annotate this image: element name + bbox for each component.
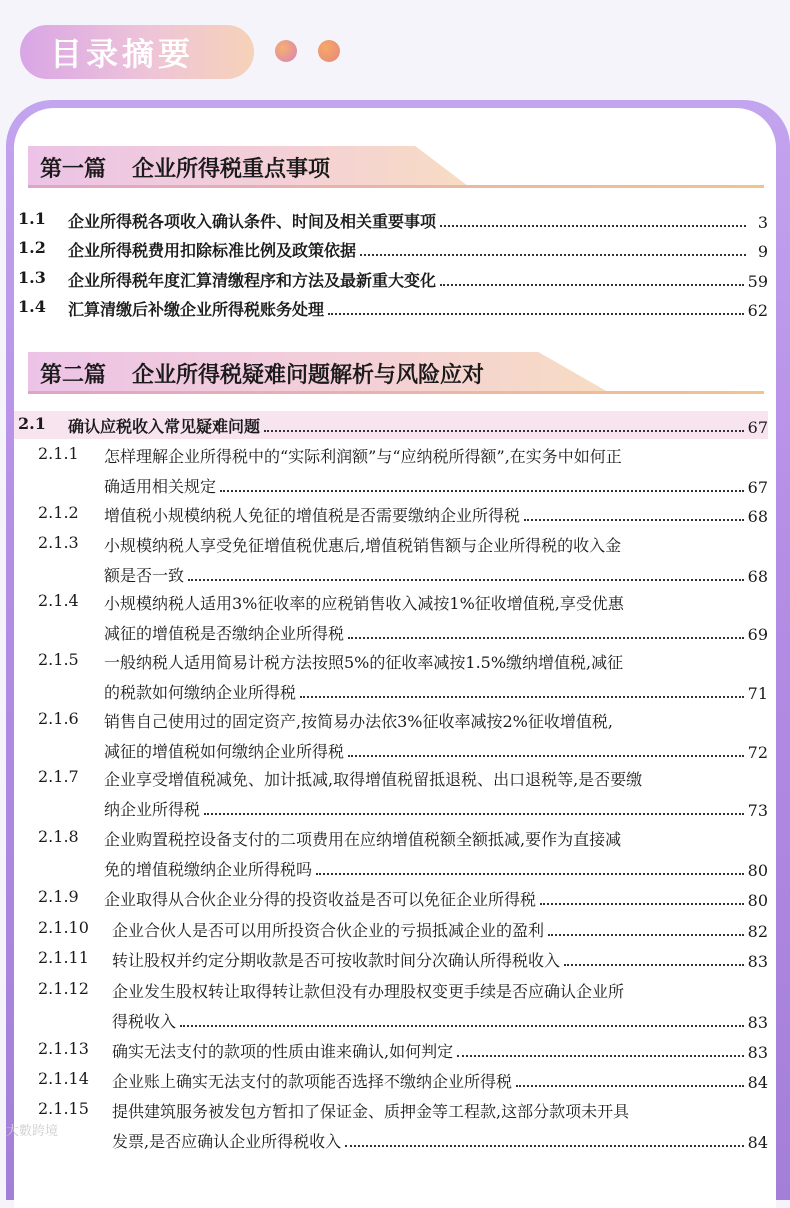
toc-entry-title: 确认应税收入常见疑难问题	[68, 417, 261, 436]
toc-entry-title: 企业所得税年度汇算清缴程序和方法及最新重大变化	[68, 271, 437, 290]
section-title: 企业所得税疑难问题解析与风险应对	[132, 362, 485, 388]
dot-leader	[360, 254, 746, 256]
toc-entry-page: 80	[747, 891, 768, 910]
toc-entry-number: 2.1.10	[38, 918, 89, 937]
toc-entry-number: 2.1	[18, 414, 46, 433]
toc-entry-page: 83	[747, 1013, 768, 1032]
toc-entry-page: 84	[747, 1073, 768, 1092]
dot-leader	[348, 755, 744, 757]
toc-entry-page: 67	[747, 418, 768, 437]
toc-entry-title: 企业所得税各项收入确认条件、时间及相关重要事项	[68, 212, 437, 231]
watermark: 大數跨境	[6, 1124, 59, 1139]
dot-leader	[440, 284, 744, 286]
toc-entry-title: 额是否一致	[104, 566, 185, 585]
dot-leader	[348, 637, 744, 639]
dot-leader	[316, 873, 744, 875]
toc-entry-page: 83	[747, 952, 768, 971]
toc-entry-page: 73	[747, 801, 768, 820]
toc-entry-number: 2.1.2	[38, 503, 79, 522]
toc-entry-title: 一般纳税人适用简易计税方法按照5%的征收率减按1.5%缴纳增值税,减征	[104, 653, 624, 672]
toc-entry-page: 9	[757, 242, 768, 261]
dot-leader	[540, 903, 744, 905]
toc-entry-title: 减征的增值税是否缴纳企业所得税	[104, 624, 345, 643]
dot-leader	[204, 813, 744, 815]
dot-leader	[516, 1085, 744, 1087]
toc-entry-number: 2.1.9	[38, 887, 79, 906]
toc-entry-title: 企业发生股权转让取得转让款但没有办理股权变更手续是否应确认企业所	[112, 982, 625, 1001]
toc-entry-title: 小规模纳税人适用3%征收率的应税销售收入减按1%征收增值税,享受优惠	[104, 594, 624, 613]
toc-entry-page: 68	[747, 567, 768, 586]
toc-entry-title: 企业享受增值税减免、加计抵减,取得增值税留抵退税、出口退税等,是否要缴	[104, 770, 643, 789]
dot-leader	[264, 430, 744, 432]
toc-entry-title: 免的增值税缴纳企业所得税吗	[104, 860, 313, 879]
dot-leader	[220, 490, 744, 492]
toc-entry-number: 2.1.12	[38, 979, 89, 998]
dot-leader	[188, 579, 744, 581]
toc-entry-number: 2.1.6	[38, 709, 79, 728]
dot-leader	[180, 1025, 744, 1027]
toc-entry-title: 转让股权并约定分期收款是否可按收款时间分次确认所得税收入	[112, 951, 561, 970]
dot-leader	[548, 934, 744, 936]
toc-entry-page: 3	[757, 213, 768, 232]
toc-entry-number: 2.1.15	[38, 1099, 89, 1118]
toc-entry-title: 确实无法支付的款项的性质由谁来确认,如何判定	[112, 1042, 454, 1061]
section-banner-1	[28, 146, 764, 188]
toc-entry-title: 企业购置税控设备支付的二项费用在应纳增值税额全额抵减,要作为直接减	[104, 830, 622, 849]
toc-entry-title: 企业合伙人是否可以用所投资合伙企业的亏损抵减企业的盈利	[112, 921, 545, 940]
toc-entry-title: 企业取得从合伙企业分得的投资收益是否可以免征企业所得税	[104, 890, 537, 909]
toc-entry-title: 企业所得税费用扣除标准比例及政策依据	[68, 241, 357, 260]
decor-dot-orange	[318, 40, 340, 62]
dot-leader	[328, 313, 744, 315]
toc-entry-page: 59	[747, 272, 768, 291]
toc-entry-page: 83	[747, 1043, 768, 1062]
section-title: 企业所得税重点事项	[132, 156, 331, 182]
toc-entry-title: 的税款如何缴纳企业所得税	[104, 683, 297, 702]
toc-entry-number: 2.1.1	[38, 444, 79, 463]
dot-leader	[564, 964, 744, 966]
toc-entry-title: 企业账上确实无法支付的款项能否选择不缴纳企业所得税	[112, 1072, 513, 1091]
toc-entry-title: 汇算清缴后补缴企业所得税账务处理	[68, 300, 325, 319]
toc-entry-title: 得税收入	[112, 1012, 177, 1031]
toc-entry-page: 68	[747, 507, 768, 526]
toc-entry-number: 1.4	[18, 297, 46, 316]
dot-leader	[300, 696, 744, 698]
decor-dot-pink	[275, 40, 297, 62]
toc-entry-title: 发票,是否应确认企业所得税收入	[112, 1132, 342, 1151]
section-label: 第一篇	[40, 156, 107, 182]
dot-leader	[345, 1145, 744, 1147]
toc-entry-title: 减征的增值税如何缴纳企业所得税	[104, 742, 345, 761]
header-title: 目录摘要	[50, 35, 195, 73]
toc-entry-number: 1.2	[18, 238, 46, 257]
toc-entry-number: 2.1.4	[38, 591, 79, 610]
toc-entry-number: 1.1	[18, 209, 46, 228]
toc-entry-number: 2.1.11	[38, 948, 89, 967]
toc-entry-number: 1.3	[18, 268, 46, 287]
dot-leader	[457, 1055, 744, 1057]
toc-entry-page: 80	[747, 861, 768, 880]
toc-entry-title: 小规模纳税人享受免征增值税优惠后,增值税销售额与企业所得税的收入金	[104, 536, 622, 555]
toc-entry-title: 确适用相关规定	[104, 477, 217, 496]
toc-entry-title: 纳企业所得税	[104, 800, 201, 819]
section-banner-2	[28, 352, 764, 394]
toc-entry-title: 销售自己使用过的固定资产,按简易办法依3%征收率减按2%征收增值税,	[104, 712, 613, 731]
toc-entry-title: 增值税小规模纳税人免征的增值税是否需要缴纳企业所得税	[104, 506, 521, 525]
toc-entry-number: 2.1.5	[38, 650, 79, 669]
toc-entry-page: 71	[747, 684, 768, 703]
toc-entry-number: 2.1.3	[38, 533, 79, 552]
toc-entry-title: 怎样理解企业所得税中的“实际利润额”与“应纳税所得额”,在实务中如何正	[104, 447, 622, 466]
toc-entry-number: 2.1.14	[38, 1069, 89, 1088]
toc-entry-number: 2.1.7	[38, 767, 79, 786]
toc-entry-page: 67	[747, 478, 768, 497]
toc-entry-number: 2.1.8	[38, 827, 79, 846]
dot-leader	[440, 225, 746, 227]
toc-entry-page: 72	[747, 743, 768, 762]
header-title-pill	[20, 25, 254, 79]
toc-entry-page: 82	[747, 922, 768, 941]
toc-entry-title: 提供建筑服务被发包方暂扣了保证金、质押金等工程款,这部分款项未开具	[112, 1102, 630, 1121]
toc-entry-number: 2.1.13	[38, 1039, 89, 1058]
toc-entry-page: 84	[747, 1133, 768, 1152]
toc-entry-page: 62	[747, 301, 768, 320]
toc-entry-page: 69	[747, 625, 768, 644]
dot-leader	[524, 519, 744, 521]
section-label: 第二篇	[40, 362, 107, 388]
